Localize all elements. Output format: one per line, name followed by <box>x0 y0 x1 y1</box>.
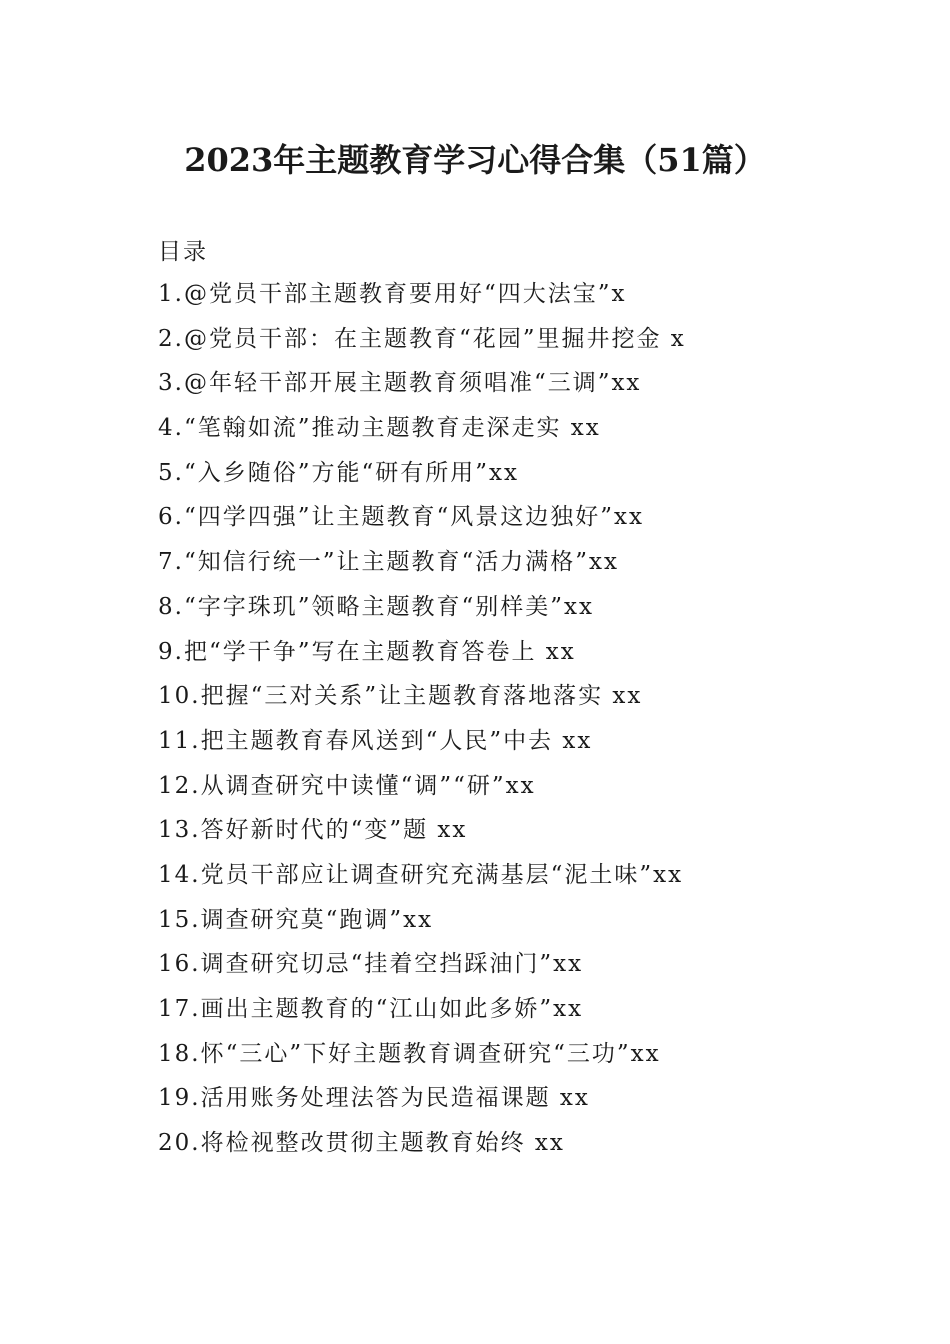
toc-item: 6.“四学四强”让主题教育“风景这边独好”xx <box>158 504 644 531</box>
toc-item: 4.“笔翰如流”推动主题教育走深走实 xx <box>158 415 601 442</box>
toc-item: 13.答好新时代的“变”题 xx <box>158 817 468 844</box>
toc-item: 17.画出主题教育的“江山如此多娇”xx <box>158 996 584 1022</box>
toc-item: 8.“字字珠玑”领略主题教育“别样美”xx <box>158 593 594 620</box>
toc-item: 3.@年轻干部开展主题教育须唱准“三调”xx <box>158 370 642 397</box>
toc-item: 18.怀“三心”下好主题教育调查研究“三功”xx <box>158 1040 661 1067</box>
toc-heading: 目录 <box>158 239 208 265</box>
toc-item: 1.@党员干部主题教育要用好“四大法宝”x <box>158 281 627 307</box>
toc-item: 11.把主题教育春风送到“人民”中去 xx <box>158 727 593 754</box>
toc-item: 12.从调查研究中读懂“调”“研”xx <box>158 772 536 799</box>
toc-item: 7.“知信行统一”让主题教育“活力满格”xx <box>158 549 619 576</box>
toc-item: 10.把握“三对关系”让主题教育落地落实 xx <box>158 683 643 710</box>
toc-item: 20.将检视整改贯彻主题教育始终 xx <box>158 1130 565 1157</box>
toc-item: 16.调查研究切忌“挂着空挡踩油门”xx <box>158 951 584 978</box>
document-title: 2023年主题教育学习心得合集（51篇） <box>184 141 766 179</box>
table-of-contents <box>158 232 858 1166</box>
toc-item: 9.把“学干争”写在主题教育答卷上 xx <box>158 638 576 665</box>
toc-item: 5.“入乡随俗”方能“研有所用”xx <box>158 459 519 486</box>
toc-list <box>158 272 858 1166</box>
toc-item: 19.活用账务处理法答为民造福课题 xx <box>158 1085 590 1112</box>
toc-item: 2.@党员干部：在主题教育“花园”里掘井挖金 x <box>158 325 686 352</box>
toc-item: 15.调查研究莫“跑调”xx <box>158 906 434 933</box>
toc-item: 14.党员干部应让调查研究充满基层“泥土味”xx <box>158 861 684 888</box>
